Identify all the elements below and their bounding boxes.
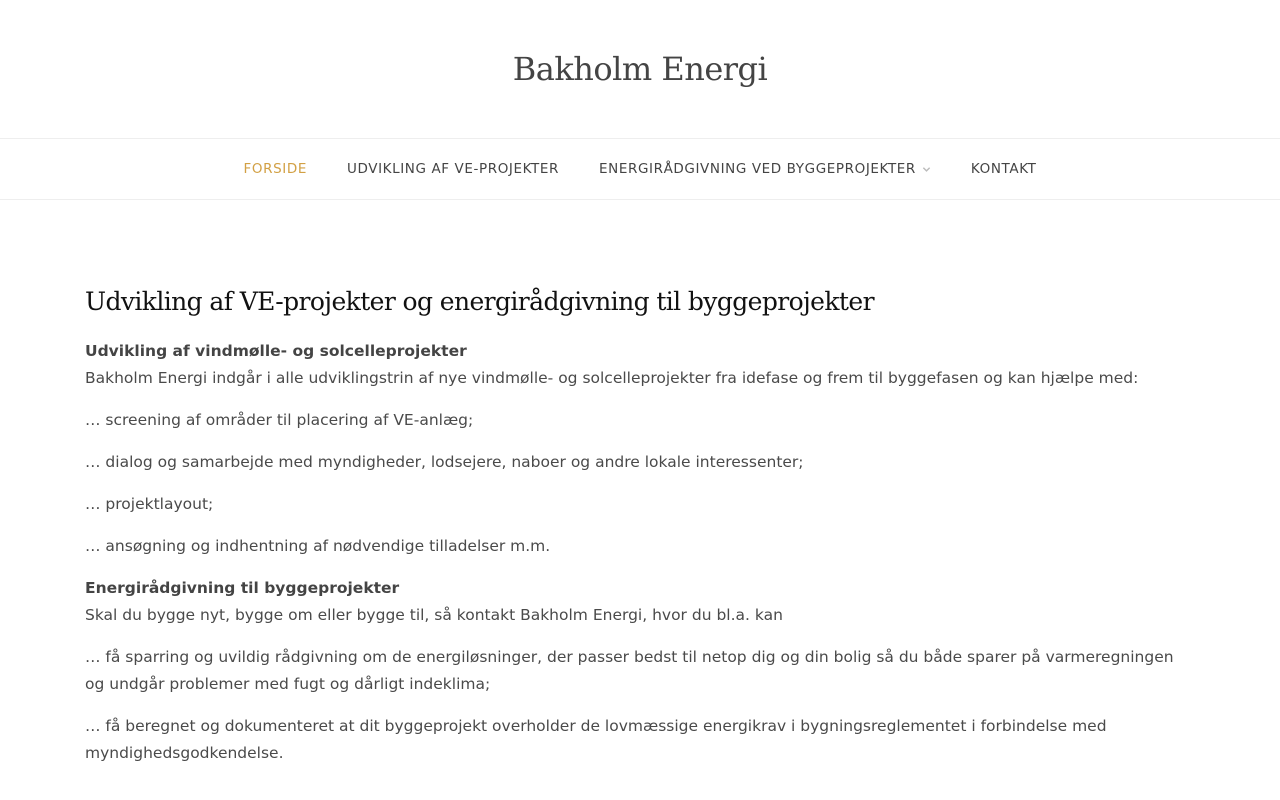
- list-item: … få sparring og uvildig rådgivning om de energiløsninger, der passer bedst til netop dig og din bolig så du både sparer på varmeregningen og undgår problemer med fugt og dårligt indeklima;: [85, 648, 1174, 693]
- nav-item-label: FORSIDE: [243, 161, 307, 177]
- page-title: Udvikling af VE-projekter og energirådgivning til byggeprojekter: [85, 287, 874, 316]
- main-content: [85, 286, 1195, 782]
- chevron-down-icon[interactable]: [922, 165, 931, 174]
- section-heading: Energirådgivning til byggeprojekter: [85, 579, 400, 597]
- section-intro: [85, 338, 1195, 392]
- site-header: [0, 0, 1280, 139]
- nav-item-forside[interactable]: [224, 160, 327, 178]
- section-intro: [85, 575, 1195, 629]
- section-intro-text: Bakholm Energi indgår i alle udviklingstrin af nye vindmølle- og solcelleprojekter fra idefase og frem til byggefasen og kan hjælpe med:: [85, 369, 1139, 387]
- main-nav: [0, 139, 1280, 200]
- list-item: … få beregnet og dokumenteret at dit byggeprojekt overholder de lovmæssige energikrav i bygningsreglementet i forbindelse med myndighedsgodkendelse.: [85, 717, 1107, 762]
- nav-item-energiraadgivning[interactable]: [579, 160, 951, 178]
- list-item: … projektlayout;: [85, 495, 214, 513]
- nav-item-kontakt[interactable]: [951, 160, 1057, 178]
- nav-item-label: UDVIKLING AF VE-PROJEKTER: [347, 161, 560, 177]
- list-item: … ansøgning og indhentning af nødvendige tilladelser m.m.: [85, 537, 551, 555]
- list-item: … dialog og samarbejde med myndigheder, lodsejere, naboer og andre lokale interessenter;: [85, 453, 804, 471]
- section-heading: Udvikling af vindmølle- og solcelleprojekter: [85, 342, 467, 360]
- nav-item-label: ENERGIRÅDGIVNING VED BYGGEPROJEKTER: [599, 161, 916, 177]
- list-item: … screening af områder til placering af VE-anlæg;: [85, 411, 474, 429]
- nav-item-label: KONTAKT: [970, 161, 1037, 177]
- site-title[interactable]: Bakholm Energi: [512, 50, 768, 88]
- nav-item-udvikling[interactable]: [327, 160, 579, 178]
- section-intro-text: Skal du bygge nyt, bygge om eller bygge til, så kontakt Bakholm Energi, hvor du bl.a. kan: [85, 606, 783, 624]
